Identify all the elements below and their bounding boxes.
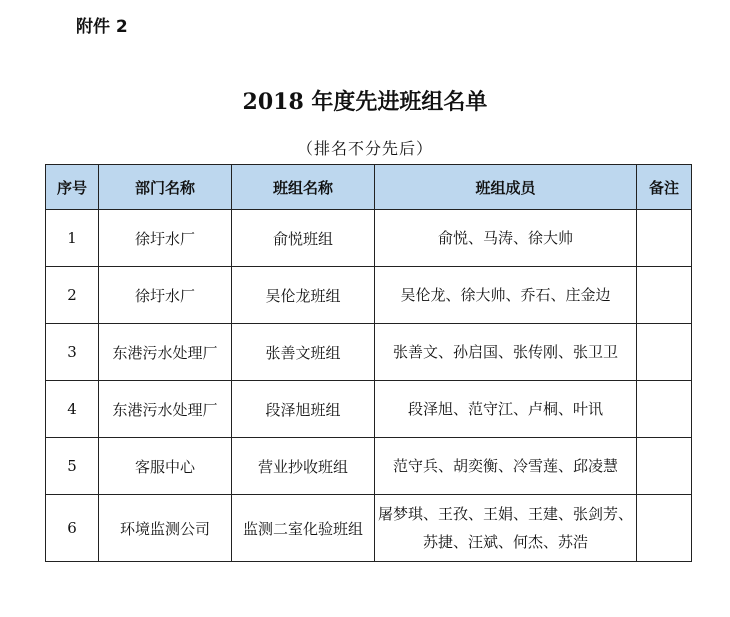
cell-team: 段泽旭班组	[232, 381, 375, 438]
table-row	[46, 381, 692, 438]
cell-members: 俞悦、马涛、徐大帅	[375, 210, 637, 267]
table-row	[46, 324, 692, 381]
team-roster-table	[45, 164, 692, 562]
cell-department: 东港污水处理厂	[99, 381, 232, 438]
header-department: 部门名称	[99, 165, 232, 210]
cell-index: 1	[46, 210, 99, 267]
cell-team: 吴伦龙班组	[232, 267, 375, 324]
table-row	[46, 495, 692, 562]
cell-members: 范守兵、胡奕衡、冷雪莲、邱凌慧	[375, 438, 637, 495]
cell-members: 吴伦龙、徐大帅、乔石、庄金边	[375, 267, 637, 324]
cell-remarks	[637, 210, 692, 267]
cell-members: 屠梦琪、王孜、王娟、王建、张剑芳、苏捷、汪斌、何杰、苏浩	[375, 495, 637, 562]
cell-team: 监测二室化验班组	[232, 495, 375, 562]
cell-department: 客服中心	[99, 438, 232, 495]
cell-department: 徐圩水厂	[99, 267, 232, 324]
cell-department: 环境监测公司	[99, 495, 232, 562]
table-row	[46, 438, 692, 495]
cell-department: 徐圩水厂	[99, 210, 232, 267]
cell-remarks	[637, 267, 692, 324]
cell-index: 3	[46, 324, 99, 381]
cell-members: 段泽旭、范守江、卢桐、叶讯	[375, 381, 637, 438]
header-index: 序号	[46, 165, 99, 210]
table-header-row	[46, 165, 692, 210]
cell-index: 4	[46, 381, 99, 438]
header-members: 班组成员	[375, 165, 637, 210]
table-row	[46, 267, 692, 324]
cell-team: 营业抄收班组	[232, 438, 375, 495]
cell-department: 东港污水处理厂	[99, 324, 232, 381]
cell-remarks	[637, 438, 692, 495]
cell-team: 张善文班组	[232, 324, 375, 381]
cell-index: 2	[46, 267, 99, 324]
cell-index: 6	[46, 495, 99, 562]
table-row	[46, 210, 692, 267]
cell-remarks	[637, 381, 692, 438]
cell-remarks	[637, 495, 692, 562]
attachment-label: 附件 2	[76, 17, 128, 37]
document-title: 2018 年度先进班组名单	[242, 89, 488, 115]
header-team: 班组名称	[232, 165, 375, 210]
cell-team: 俞悦班组	[232, 210, 375, 267]
cell-remarks	[637, 324, 692, 381]
cell-members: 张善文、孙启国、张传刚、张卫卫	[375, 324, 637, 381]
document-subtitle: （排名不分先后）	[296, 139, 433, 158]
header-remarks: 备注	[637, 165, 692, 210]
cell-index: 5	[46, 438, 99, 495]
